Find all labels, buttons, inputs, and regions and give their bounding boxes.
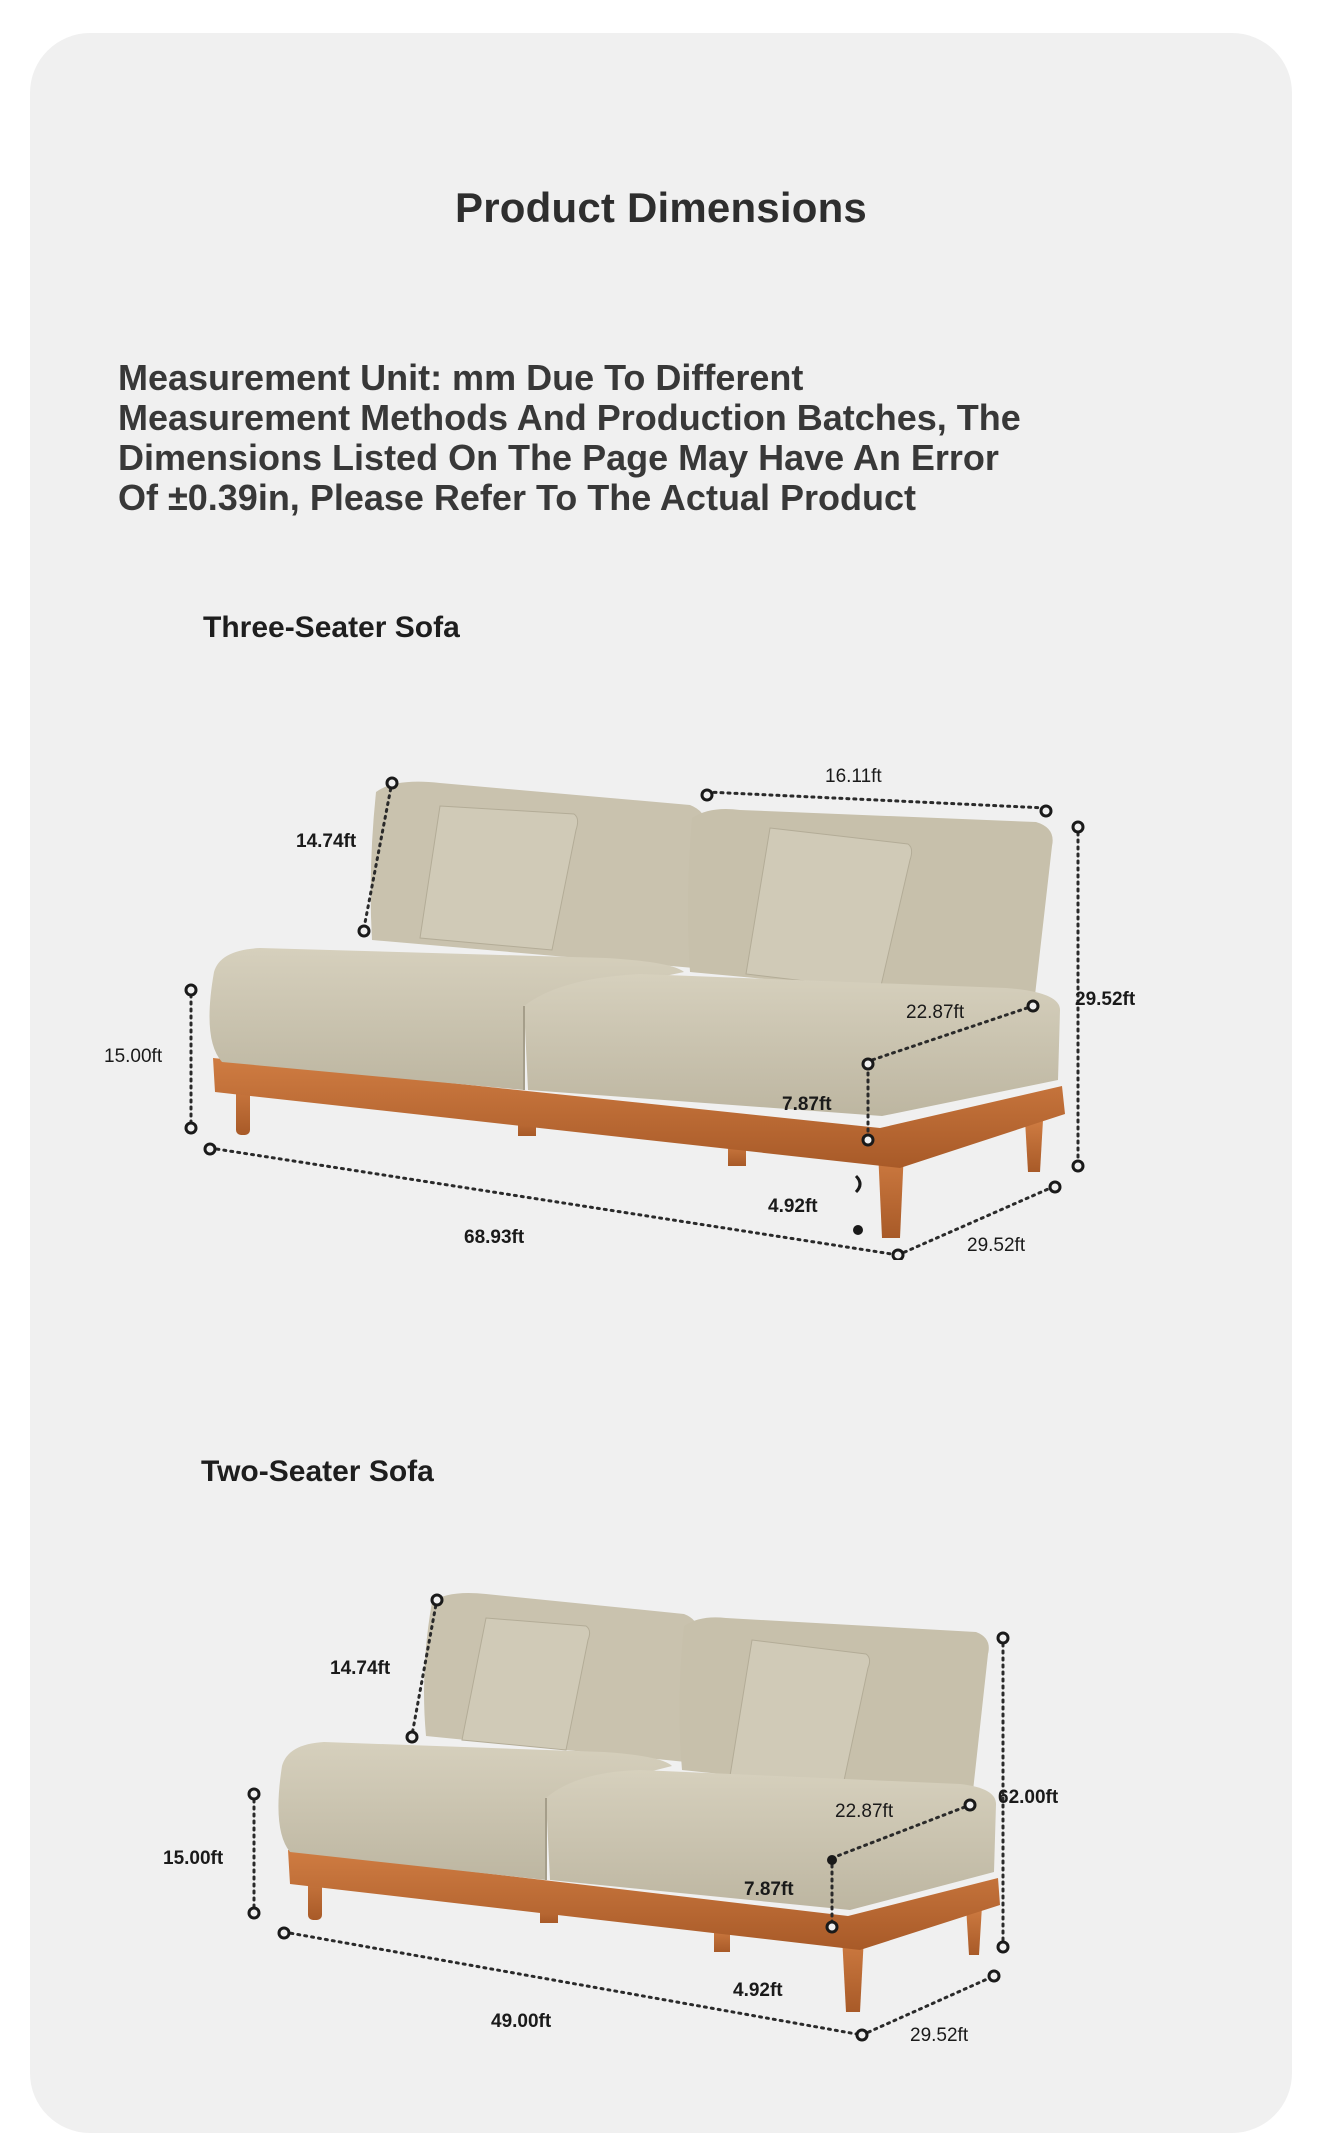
measurement-note: Measurement Unit: mm Due To Different Measurement Methods And Production Batches, The Dimensions Listed On The Page May Have An Error Of ±0.39in, Please Refer To The Actual Product <box>118 357 1021 518</box>
sofa-leg <box>1025 1120 1043 1172</box>
page-title: Product Dimensions <box>455 184 867 231</box>
label-seat-height: 15.00ft <box>104 1046 163 1067</box>
label-cushion-height: 7.87ft <box>744 1879 794 1900</box>
label-back-depth: 14.74ft <box>330 1658 391 1679</box>
three-seater-diagram <box>0 740 1322 1260</box>
label-back-span: 16.11ft <box>825 766 882 787</box>
section-title-three-seater: Three-Seater Sofa <box>203 611 460 644</box>
label-depth: 29.52ft <box>967 1235 1026 1256</box>
label-leg-height: 4.92ft <box>733 1980 783 2001</box>
label-width: 49.00ft <box>491 2011 552 2032</box>
label-leg-height: 4.92ft <box>768 1196 818 1217</box>
label-seat-depth: 22.87ft <box>906 1002 965 1023</box>
label-seat-height: 15.00ft <box>163 1848 224 1869</box>
label-cushion-height: 7.87ft <box>782 1094 832 1115</box>
label-seat-depth: 22.87ft <box>835 1801 894 1822</box>
label-back-depth: 14.74ft <box>296 831 357 852</box>
throw-pillow <box>420 806 578 950</box>
label-total-height: 62.00ft <box>998 1787 1059 1808</box>
two-seater-diagram <box>0 1580 1322 2048</box>
label-width: 68.93ft <box>464 1227 525 1248</box>
section-title-two-seater: Two-Seater Sofa <box>201 1455 434 1488</box>
label-depth: 29.52ft <box>910 2025 969 2046</box>
label-total-height: 29.52ft <box>1075 989 1136 1010</box>
